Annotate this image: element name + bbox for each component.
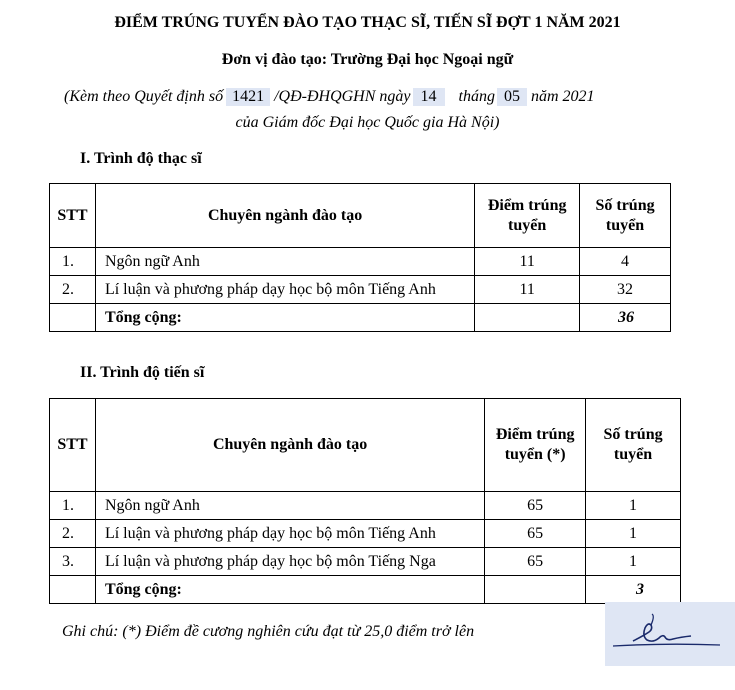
row-count: 1	[586, 548, 681, 576]
row-major: Ngôn ngữ Anh	[95, 492, 484, 520]
header-major: Chuyên ngành đào tạo	[95, 399, 484, 492]
signature-image	[605, 602, 735, 666]
row-count: 1	[586, 492, 681, 520]
row-score: 11	[475, 276, 580, 304]
row-stt: 2.	[50, 520, 96, 548]
total-value: 3	[586, 576, 681, 604]
signature-icon	[605, 602, 735, 666]
row-count: 1	[586, 520, 681, 548]
row-count: 32	[580, 276, 671, 304]
decision-prefix: (Kèm theo Quyết định số	[64, 88, 224, 105]
header-count: Số trúng tuyển	[580, 184, 671, 248]
section-heading-masters: I. Trình độ thạc sĩ	[80, 150, 202, 167]
row-stt: 1.	[50, 248, 96, 276]
row-stt: 2.	[50, 276, 96, 304]
row-count: 4	[580, 248, 671, 276]
table-header-row	[50, 184, 671, 248]
decision-day: 14	[413, 88, 445, 106]
table-header-row	[50, 399, 681, 492]
row-major: Lí luận và phương pháp dạy học bộ môn Tiếng Nga	[95, 548, 484, 576]
table-row	[50, 492, 681, 520]
total-row	[50, 304, 671, 332]
decision-code: /QĐ-ĐHQGHN ngày	[274, 88, 411, 105]
row-stt: 3.	[50, 548, 96, 576]
row-major: Lí luận và phương pháp dạy học bộ môn Tiếng Anh	[95, 276, 474, 304]
decision-year: năm 2021	[530, 88, 595, 105]
row-major: Lí luận và phương pháp dạy học bộ môn Tiếng Anh	[95, 520, 484, 548]
total-row	[50, 576, 681, 604]
doctoral-table	[49, 398, 681, 604]
section-heading-doctoral: II. Trình độ tiến sĩ	[80, 364, 205, 381]
header-stt: STT	[50, 399, 96, 492]
row-score: 65	[485, 548, 586, 576]
total-value: 36	[580, 304, 671, 332]
row-major: Ngôn ngữ Anh	[95, 248, 474, 276]
document-title: ĐIỂM TRÚNG TUYỂN ĐÀO TẠO THẠC SĨ, TIẾN SĨ ĐỢT 1 NĂM 2021	[114, 14, 621, 31]
decision-number: 1421	[226, 88, 270, 106]
row-score: 11	[475, 248, 580, 276]
table-row	[50, 520, 681, 548]
row-score: 65	[485, 520, 586, 548]
decision-issuer: của Giám đốc Đại học Quốc gia Hà Nội)	[235, 114, 500, 131]
header-score: Điểm trúng tuyển	[475, 184, 580, 248]
row-stt: 1.	[50, 492, 96, 520]
total-label: Tổng cộng:	[95, 576, 484, 604]
decision-reference	[64, 88, 595, 106]
row-score: 65	[485, 492, 586, 520]
footnote: Ghi chú: (*) Điểm đề cương nghiên cứu đạt từ 25,0 điểm trở lên	[62, 623, 475, 640]
masters-table	[49, 183, 671, 332]
table-row	[50, 548, 681, 576]
training-unit: Đơn vị đào tạo: Trường Đại học Ngoại ngữ	[221, 51, 514, 68]
total-label: Tổng cộng:	[95, 304, 474, 332]
header-score: Điểm trúng tuyển (*)	[485, 399, 586, 492]
decision-month-label: tháng	[458, 88, 495, 105]
decision-month: 05	[497, 88, 527, 106]
table-row	[50, 276, 671, 304]
header-stt: STT	[50, 184, 96, 248]
header-count: Số trúng tuyển	[586, 399, 681, 492]
header-major: Chuyên ngành đào tạo	[95, 184, 474, 248]
table-row	[50, 248, 671, 276]
